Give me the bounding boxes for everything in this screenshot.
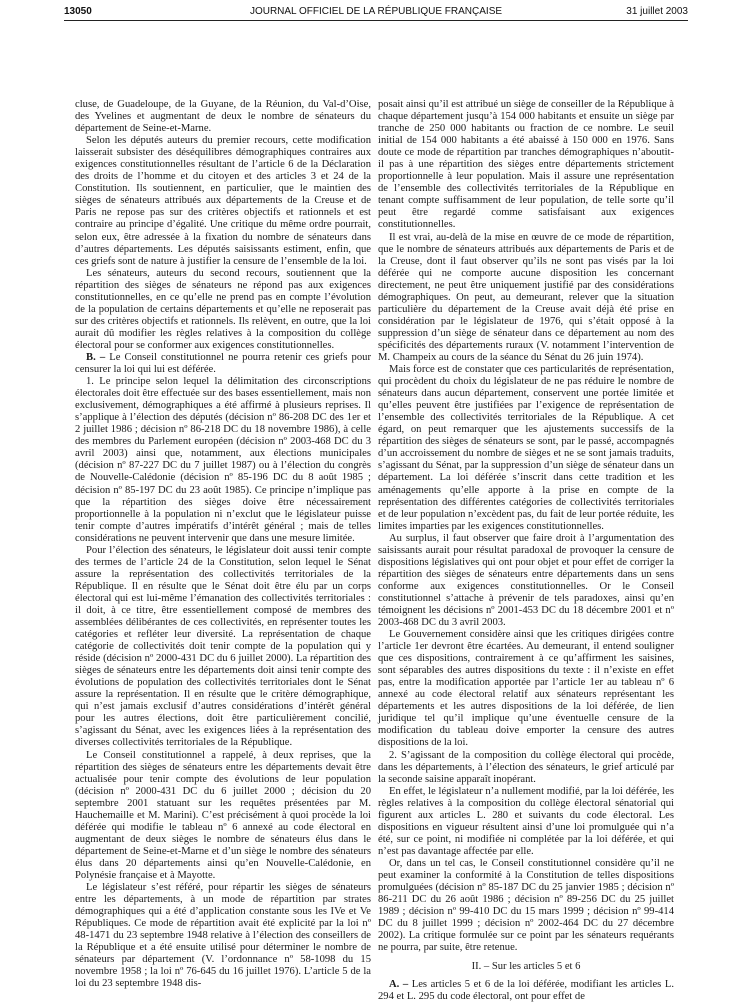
paragraph: Pour l’élection des sénateurs, le législateur doit aussi tenir compte des termes de l’article 24 de la Constitution, selon lequel le Sénat assure la représentation des collectivités territoriales de la République. Il en résulte que le Sénat doit être élu par un corps électoral qui est lui-même l’émanation des collectivités territoriales : il doit, à ce titre, être essentiellement composé de membres des assemblées délibérantes de ces collectivités, en représenter toutes les catégories et refléter leur diversité. La représentation de chaque catégorie de collectivités doit tenir compte de la population qui y réside (décision nº 2000-431 DC du 6 juillet 2000). La répartition des sièges de sénateurs entre les départements doit ainsi tenir compte des évolutions de population des collectivités territoriales dont le Sénat assure la représentation. Il en résulte que le critère démographique, qui n’est jamais exclusif d’autres considérations d’intérêt général pour les autres élections, doit être particulièrement concilié, s’agissant du Sénat, avec les exigences liées à la représentation des diverses collectivités territoriales de la République.: [75, 544, 371, 749]
paragraph: Le Conseil constitutionnel a rappelé, à deux reprises, que la répartition des sièges de sénateurs entre les départements devait être actualisée pour tenir compte des évolutions de leur population (décision nº 2000-431 DC du 6 juillet 2000 ; décision du 20 septembre 2001 statuant sur les requêtes présentées par M. Hauchemaille et M. Marini). C’est précisément à quoi procède la loi déférée qui modifie le tableau nº 6 annexé au code électoral en augmentant de deux sièges le nombre de sénateurs élus dans le département de Seine-et-Marne et d’un siège le nombre des sénateurs élus dans 20 départements ainsi qu’en Nouvelle-Calédonie, en Polynésie française et à Mayotte.: [75, 749, 371, 881]
paragraph: Selon les députés auteurs du premier recours, cette modification laisserait subsister des déséquilibres démographiques contraires aux exigences constitutionnelles résultant de l’article 6 de la Déclaration des droits de l’homme et du citoyen et des articles 3 et 24 de la Constitution. Ils soutiennent, en particulier, que le maintien des sièges de sénateurs attribués aux départements de la Creuse et de Paris ne repose pas sur des critères objectifs et rationnels et est contraire au principe d’égalité. Une critique du même ordre pourrait, selon eux, être adressée à la fixation du nombre de sénateurs dans d’autres départements. Les députés saisissants estiment, enfin, que ces griefs sont de nature à justifier la censure de l’ensemble de la loi.: [75, 135, 371, 267]
paragraph: Mais force est de constater que ces particularités de représentation, qui procèdent du choix du législateur de ne pas réduire le nombre de sénateurs dans aucun département, conservent une portée limitée et qu’elles peuvent être justifiées par l’exigence de représentation de l’ensemble des collectivités territoriales de la République. A cet égard, on peut remarquer que les ajustements successifs de la répartition des sièges de sénateurs se sont, par le passé, accompagnés d’un accroissement du nombre de sièges et ne se sont jamais traduits, s’agissant du Sénat, par la suppression d’un siège de sénateur dans un département. La loi déférée s’inscrit dans cette tradition et les aménagements qu’elle apporte à la prise en compte de la représentation des différentes catégories de collectivités territoriales et de leur population n’excèdent pas, du fait de leur portée réduite, les limites imparties par les exigences constitutionnelles.: [378, 364, 674, 532]
paragraph: [75, 352, 371, 376]
right-text-column: [378, 99, 674, 1003]
paragraph: Le législateur s’est référé, pour répartir les sièges de sénateurs entre les départements, à un mode de répartition par strates démographiques qui a été d’application constante sous les IVe et Ve Républiques. Ce mode de répartition avait été explicité par la loi nº 48-1471 du 23 septembre 1948 relative à l’élection des conseillers de la République et a été ensuite utilisé pour déterminer le nombre de sénateurs par département (V. l’ordonnance nº 58-1098 du 15 novembre 1958 ; la loi nº 76-645 du 16 juillet 1976). L’article 5 de la loi du 23 septembre 1948 dis-: [75, 882, 371, 990]
page-number: 13050: [64, 6, 92, 17]
paragraph: Au surplus, il faut observer que faire droit à l’argumentation des saisissants aurait pour résultat paradoxal de provoquer la censure de dispositions législatives qui ont pour objet et pour effet de corriger la répartition des sièges de sénateurs entre départements dans un sens conforme aux exigences constitutionnelles. Or le Conseil constitutionnel s’attache à prévenir de tels paradoxes, ainsi qu’en témoignent les décisions nº 2001-453 DC du 18 décembre 2001 et nº 2003-468 DC du 3 avril 2003.: [378, 532, 674, 629]
header-rule: [64, 20, 688, 21]
paragraph: 1. Le principe selon lequel la délimitation des circonscriptions électorales doit être effectuée sur des bases essentiellement, mais non exclusivement, démographiques a été affirmé à plusieurs reprises. Il s’applique à l’élection des députés (décision nº 86-208 DC des 1er et 2 juillet 1986 ; décision nº 86-218 DC du 18 novembre 1986), à celle des membres du Parlement européen (décision nº 2003-468 DC du 3 avril 2003) ainsi que, notamment, aux élections municipales (décision nº 87-227 DC du 7 juillet 1987) ou à l’élection du congrès de Nouvelle-Calédonie (décision nº 85-196 DC du 8 août 1985 ; décision nº 85-197 DC du 23 août 1985). Ce principe n’implique pas que la répartition des sièges doive être nécessairement proportionnelle à la population ni n’exclut que le législateur puisse tenir compte d’autres impératifs d’intérêt général ; mais de telles considérations ne peuvent intervenir que dans une mesure limitée.: [75, 376, 371, 544]
journal-title: JOURNAL OFFICIEL DE LA RÉPUBLIQUE FRANÇAISE: [249, 6, 503, 17]
paragraph-text: Les articles 5 et 6 de la loi déférée, modifiant les articles L. 294 et L. 295 du code électoral, ont pour effet de: [378, 979, 674, 1003]
paragraph: posait ainsi qu’il est attribué un siège de conseiller de la République à chaque département jusqu’à 154 000 habitants et ensuite un siège par tranche de 250 000 habitants ou fraction de ce nombre. Le seuil initial de 154 000 habitants a été abaissé à 150 000 en 1976. Sans doute ce mode de répartition par tranches démographiques n’aboutit-il pas à une répartition des sièges entre départements strictement proportionnelle à leur population. Mais il assure une représentation de l’ensemble des collectivités territoriales de la République en tenant compte suffisamment de leur population, de telle sorte qu’il peut être regardé comme satisfaisant aux exigences constitutionnelles.: [378, 99, 674, 231]
section-heading: II. – Sur les articles 5 et 6: [471, 961, 581, 973]
paragraph-lead: A. –: [389, 979, 409, 991]
paragraph-text: Le Conseil constitutionnel ne pourra retenir ces griefs pour censurer la loi qui lui est déférée.: [75, 351, 371, 376]
paragraph: [378, 979, 674, 1003]
paragraph: cluse, de Guadeloupe, de la Guyane, de la Réunion, du Val-d’Oise, des Yvelines et augmentant de deux le nombre de sénateurs du département de Seine-et-Marne.: [75, 99, 371, 135]
paragraph: En effet, le législateur n’a nullement modifié, par la loi déférée, les règles relatives à la composition du collège électoral sénatorial qui figurent aux articles L. 280 et suivants du code électoral. Les dispositions en vigueur résultent ainsi d’une loi promulguée qui n’a été, sur ce point, ni modifiée ni complétée par la loi déférée, et qui n’est pas davantage affectée par elle.: [378, 785, 674, 857]
left-text-column: [75, 99, 371, 990]
issue-date: 31 juillet 2003: [626, 6, 688, 17]
paragraph: Il est vrai, au-delà de la mise en œuvre de ce mode de répartition, que le nombre de sénateurs attribués aux départements de Paris et de la Creuse, dont il faut observer qu’ils ne sont pas visés par la loi déférée qui ne comporte aucune disposition les concernant directement, ne peut être uniquement justifié par des considérations démographiques. On peut, au demeurant, relever que la situation particulière du département de la Creuse avait déjà été prise en considération par le législateur de 1976, qui s’était opposé à la suppression d’un siège de sénateur dans ce département au nom des spécificités des départements ruraux (V. notamment l’intervention de M. Champeix au cours de la séance du Sénat du 26 juin 1974).: [378, 231, 674, 363]
paragraph: Or, dans un tel cas, le Conseil constitutionnel considère qu’il ne peut examiner la conformité à la Constitution de telles dispositions promulguées (décision nº 85-187 DC du 25 janvier 1985 ; décision nº 86-211 DC du 26 août 1986 ; décision nº 89-256 DC du 25 juillet 1989 ; décision nº 99-410 DC du 15 mars 1999 ; décision nº 99-414 DC du 8 juillet 1999 ; décision nº 2002-464 DC du 27 décembre 2002). La critique formulée sur ce point par les sénateurs requérants ne pourra, par suite, être retenue.: [378, 857, 674, 954]
paragraph: Les sénateurs, auteurs du second recours, soutiennent que la répartition des sièges de sénateurs ne répond pas aux exigences constitutionnelles, en ce qu’elle ne prend pas en compte l’évolution de la population de certains départements et qu’elle ne reposerait pas sur des critères objectifs et rationnels. Ils relèvent, en outre, que la loi aurait dû modifier les règles relatives à la composition du collège électoral pour se conformer aux exigences constitutionnelles.: [75, 267, 371, 351]
paragraph-lead: B. –: [86, 351, 106, 363]
paragraph: 2. S’agissant de la composition du collège électoral qui procède, dans les départements, à l’élection des sénateurs, le grief articulé par la seconde saisine apparaît inopérant.: [378, 749, 674, 785]
paragraph: Le Gouvernement considère ainsi que les critiques dirigées contre l’article 1er devront être écartées. Au demeurant, il entend souligner que ces dispositions, contrairement à ce qu’affirment les saisines, sont séparables des autres dispositions du texte : il n’existe en effet pas, entre la modification apportée par l’article 1er au tableau nº 6 annexé au code électoral relatif aux sénateurs représentant les départements et les autres dispositions de la loi déférée, de lien juridique tel qu’il implique qu’une éventuelle censure de la modification du tableau doive emporter la censure des autres dispositions de la loi.: [378, 629, 674, 749]
